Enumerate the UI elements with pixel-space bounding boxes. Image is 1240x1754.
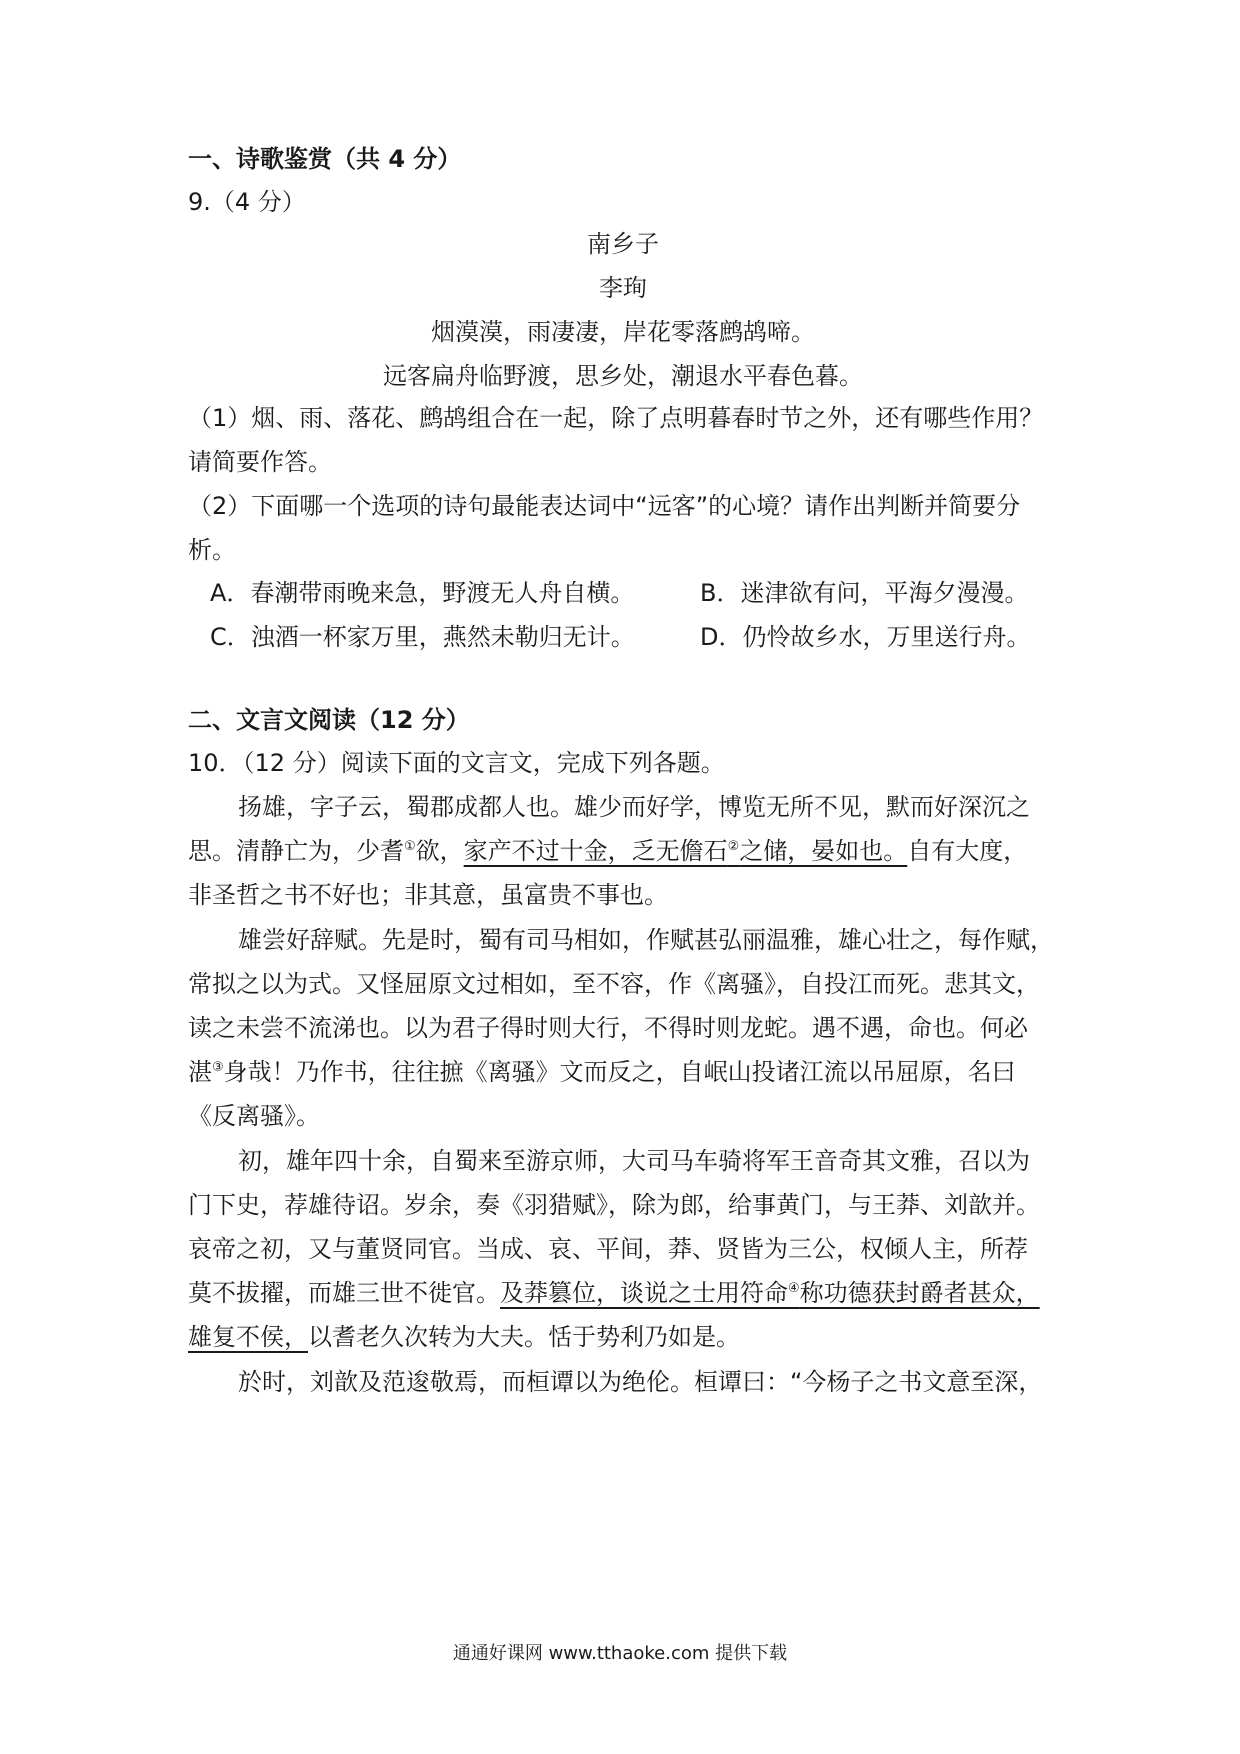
option-a: A．春潮带雨晚来急，野渡无人舟自横。 [210, 579, 635, 607]
underlined-text: 及莽篡位，谈说之士用符命 [500, 1279, 788, 1307]
poem-title: 南乡子 [587, 230, 659, 258]
option-c: C．浊酒一杯家万里，燕然未勒归无计。 [210, 623, 635, 651]
para3-line-5 [188, 1319, 1058, 1355]
question-9-label: 9.（4 分） [188, 188, 306, 216]
para4-line-1: 於时，刘歆及范逡敬焉，而桓谭以为绝伦。桓谭曰：“今杨子之书文意至深， [238, 1368, 1043, 1396]
para3-text: 以耆老久次转为大夫。恬于势利乃如是。 [308, 1323, 740, 1351]
poem-line-1: 烟漠漠，雨凄凄，岸花零落鹧鸪啼。 [431, 318, 815, 346]
para1-line-1: 扬雄，字子云，蜀郡成都人也。雄少而好学，博览无所不见，默而好深沉之 [238, 793, 1030, 821]
sub-question-1-line-2: 请简要作答。 [188, 448, 332, 476]
underlined-sentence-1 [464, 837, 908, 865]
sub-question-1-line-1: （1）烟、雨、落花、鹧鸪组合在一起，除了点明暮春时节之外，还有哪些作用？ [188, 404, 1044, 432]
para1-text: 思。清静亡为，少耆 [188, 837, 404, 865]
question-10-label: 10．（12 分）阅读下面的文言文，完成下列各题。 [188, 749, 725, 777]
para2-line-4 [188, 1054, 1058, 1090]
para2-line-3: 读之未尝不流涕也。以为君子得时则大行，不得时则龙蛇。遇不遇，命也。何必 [188, 1014, 1028, 1042]
footnote-marker-1: ① [404, 839, 416, 854]
footnote-marker-2: ② [727, 839, 740, 854]
underlined-sentence-2-end: 雄复不侯， [188, 1323, 308, 1351]
page-footer: 通通好课网 www.tthaoke.com 提供下载 [452, 1643, 788, 1664]
para2-line-2: 常拟之以为式。又怪屈原文过相如，至不容，作《离骚》，自投江而死。悲其文， [188, 970, 1040, 998]
underlined-text: 之储，晏如也。 [739, 837, 908, 865]
para3-line-3: 哀帝之初，又与董贤同官。当成、哀、平间，莽、贤皆为三公，权倾人主，所荐 [188, 1235, 1028, 1263]
para3-line-1: 初，雄年四十余，自蜀来至游京师，大司马车骑将军王音奇其文雅，召以为 [238, 1147, 1030, 1175]
underlined-text: 家产不过十金，乏无儋石 [463, 837, 728, 865]
para1-line-2 [188, 833, 1058, 869]
para1-text: 欲， [415, 837, 464, 865]
option-d: D．仍怜故乡水，万里送行舟。 [700, 623, 1031, 651]
para3-line-2: 门下史，荐雄待诏。岁余，奏《羽猎赋》，除为郎，给事黄门，与王莽、刘歆并。 [188, 1191, 1040, 1219]
sub-question-2-line-1: （2）下面哪一个选项的诗句最能表达词中“远客”的心境？请作出判断并简要分 [188, 492, 1021, 520]
underlined-sentence-2 [500, 1279, 1040, 1307]
footnote-marker-4: ④ [788, 1281, 800, 1296]
para2-text: 湛 [188, 1058, 212, 1086]
para2-line-5: 《反离骚》。 [188, 1102, 320, 1130]
para2-line-1: 雄尝好辞赋。先是时，蜀有司马相如，作赋甚弘丽温雅，雄心壮之，每作赋， [238, 926, 1054, 954]
para1-line-3: 非圣哲之书不好也；非其意，虽富贵不事也。 [188, 881, 668, 909]
poem-author: 李珣 [599, 274, 647, 302]
para2-text: 身哉！乃作书，往往摭《离骚》文而反之，自岷山投诸江流以吊屈原，名曰 [223, 1058, 1016, 1086]
footnote-marker-3: ③ [212, 1060, 224, 1075]
section-2-heading: 二、文言文阅读（12 分） [188, 706, 470, 734]
section-1-heading: 一、诗歌鉴赏（共 4 分） [188, 145, 462, 173]
poem-line-2: 远客扁舟临野渡，思乡处，潮退水平春色暮。 [383, 362, 863, 390]
sub-question-2-line-2: 析。 [188, 536, 236, 564]
para3-text: 莫不拔擢，而雄三世不徙官。 [188, 1279, 500, 1307]
para3-line-4 [188, 1275, 1058, 1311]
para1-text: 自有大度， [907, 837, 1028, 865]
option-b: B．迷津欲有问，平海夕漫漫。 [700, 579, 1029, 607]
underlined-text: 称功德获封爵者甚众， [799, 1279, 1040, 1307]
